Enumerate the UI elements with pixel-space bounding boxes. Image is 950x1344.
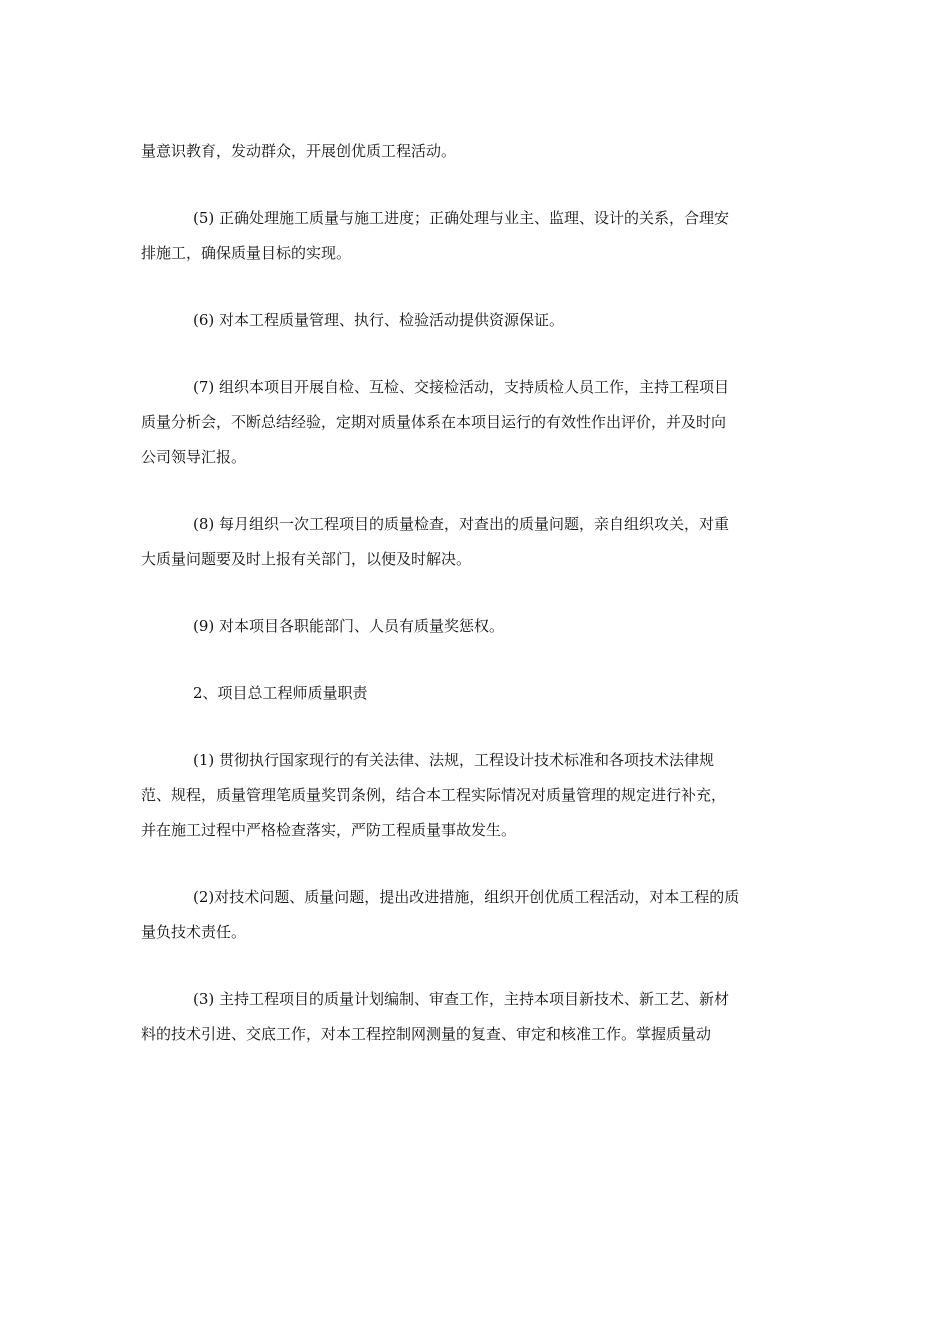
section-heading-text: 2、项目总工程师质量职责 (193, 684, 368, 702)
paragraph (141, 507, 819, 577)
text-line: 公司领导汇报。 (141, 448, 247, 466)
text-line: (6) 对本工程质量管理、执行、检验活动提供资源保证。 (193, 311, 565, 329)
paragraph (141, 982, 819, 1052)
text-line: (1) 贯彻执行国家现行的有关法律、法规，工程设计技术标准和各项技术法律规 (193, 751, 715, 769)
paragraph (141, 370, 819, 475)
text-line: (8) 每月组织一次工程项目的质量检查，对查出的质量问题，亲自组织攻关，对重 (193, 515, 730, 533)
text-line: (5) 正确处理施工质量与施工进度；正确处理与业主、监理、设计的关系，合理安 (193, 209, 730, 227)
text-line: 并在施工过程中严格检查落实，严防工程质量事故发生。 (141, 821, 517, 839)
paragraph (141, 201, 819, 271)
text-line: (2)对技术问题、质量问题，提出改进措施，组织开创优质工程活动，对本工程的质 (193, 888, 740, 906)
paragraph (141, 880, 819, 950)
text-line: 量意识教育，发动群众，开展创优质工程活动。 (141, 142, 457, 160)
text-line: 排施工，确保质量目标的实现。 (141, 244, 352, 262)
text-line: (3) 主持工程项目的质量计划编制、审查工作，主持本项目新技术、新工艺、新材 (193, 990, 730, 1008)
text-line: 料的技术引进、交底工作，对本工程控制网测量的复查、审定和核准工作。掌握质量动 (141, 1025, 712, 1043)
text-line: 量负技术责任。 (141, 923, 247, 941)
paragraph (141, 134, 819, 169)
section-heading (141, 676, 819, 711)
text-line: 大质量问题要及时上报有关部门，以便及时解决。 (141, 550, 472, 568)
paragraph (141, 743, 819, 848)
text-line: 质量分析会，不断总结经验，定期对质量体系在本项目运行的有效性作出评价，并及时向 (141, 413, 727, 431)
paragraph (141, 609, 819, 644)
paragraph (141, 303, 819, 338)
text-line: (7) 组织本项目开展自检、互检、交接检活动，支持质检人员工作，主持工程项目 (193, 378, 730, 396)
text-line: 范、规程，质量管理笔质量奖罚条例，结合本工程实际情况对质量管理的规定进行补充， (141, 786, 727, 804)
text-line: (9) 对本项目各职能部门、人员有质量奖惩权。 (193, 617, 505, 635)
document-body (141, 134, 819, 1084)
